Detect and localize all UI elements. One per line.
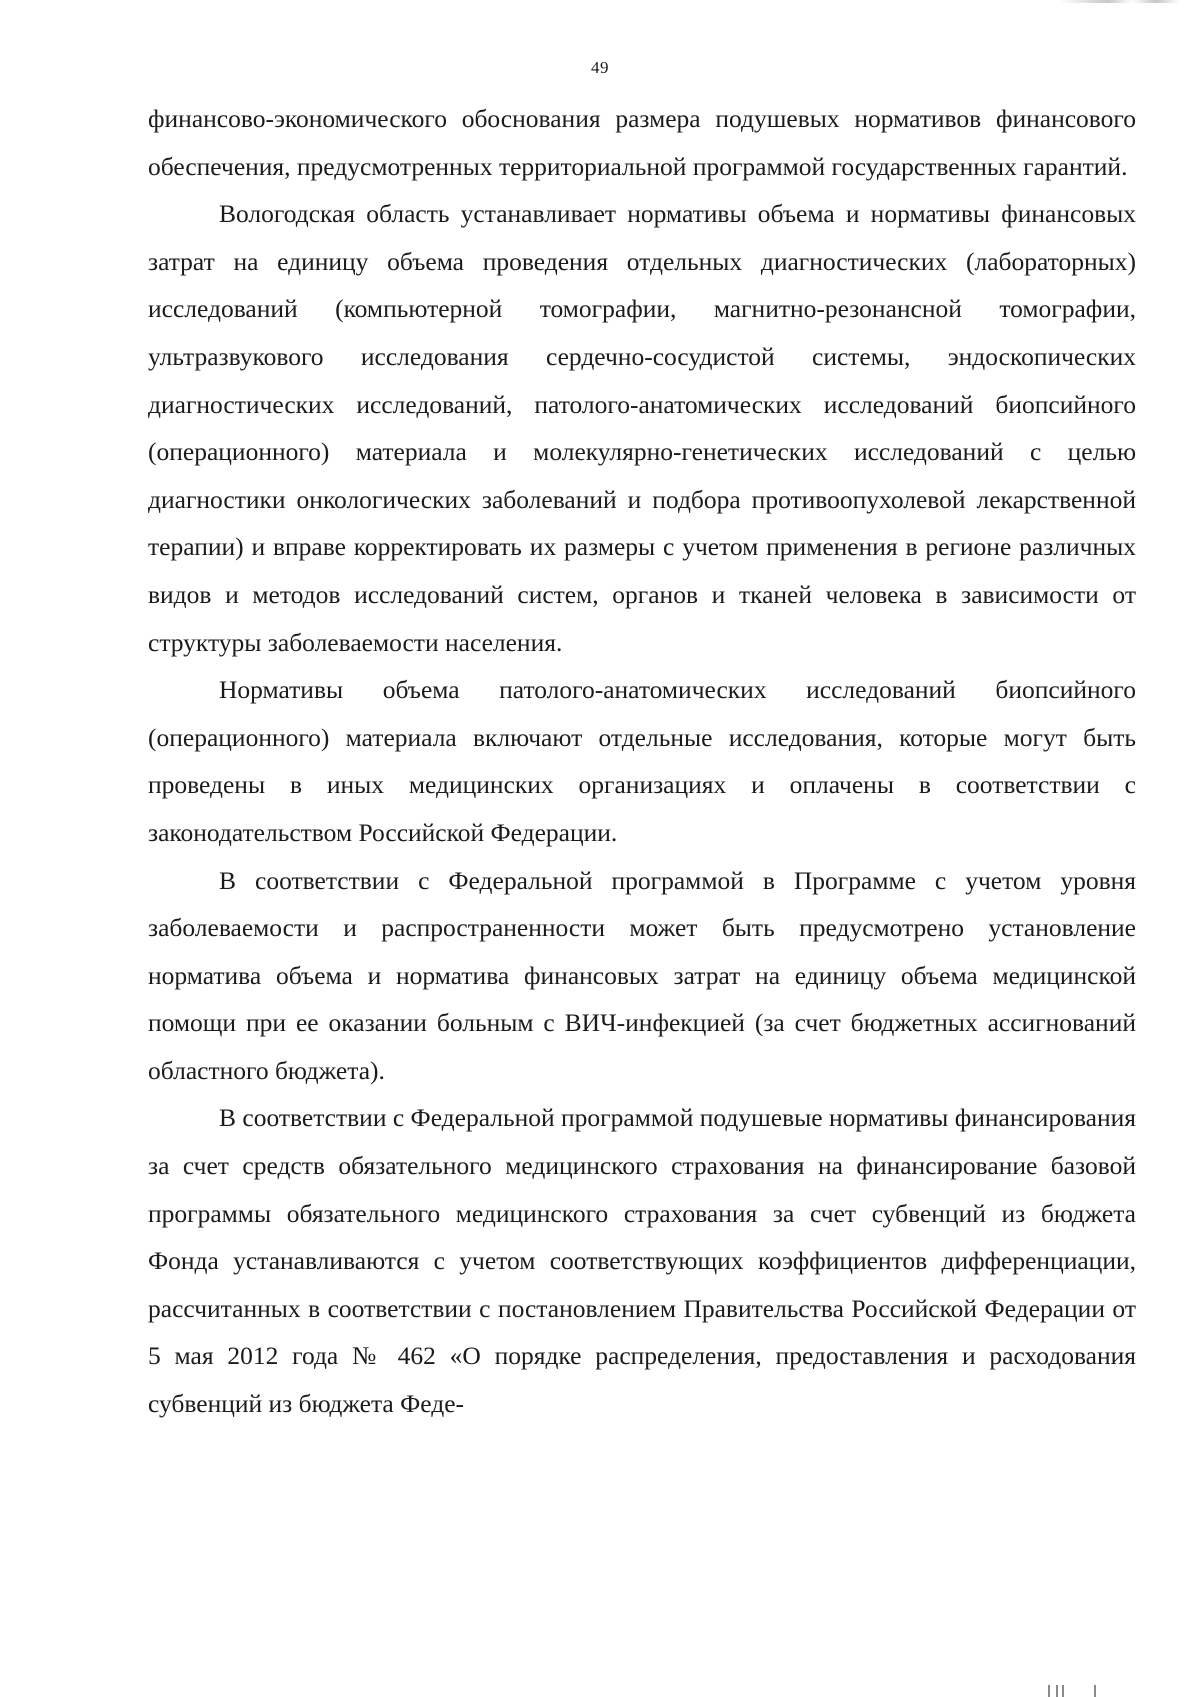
page-number: 49 (591, 58, 609, 77)
document-body (148, 95, 1136, 1428)
scan-edge-mark (1060, 0, 1180, 3)
paragraph-continuation: финансово-экономического обоснования размера подушевых нормативов финансового обеспечения, предусмотренных территориальной программой государственных гарантий. (148, 104, 1136, 181)
paragraph-diagnostic-norms: Вологодская область устанавливает нормативы объема и нормативы финансовых затрат на единицу объема проведения отдельных диагностических (лабораторных) исследований (компьютерной томографии, магнитно-резонансной томографии, ультразвукового исследования сердечно-сосудистой системы, эндоскопических диагностических исследований, патолого-анатомических исследований биопсийного (операционного) материала и молекулярно-генетических исследований с целью диагностики онкологических заболеваний и подбора противоопухолевой лекарственной терапии) и вправе корректировать их размеры с учетом применения в регионе различных видов и методов исследований систем, органов и тканей человека в зависимости от структуры заболеваемости населения. (148, 199, 1136, 657)
paragraph-hiv-norms: В соответствии с Федеральной программой в Программе с учетом уровня заболеваемости и распространенности может быть предусмотрено установление норматива объема и норматива финансовых затрат на единицу объема медицинской помощи при ее оказании больным с ВИЧ-инфекцией (за счет бюджетных ассигнований областного бюджета). (148, 865, 1136, 1085)
paragraph-pathology-norms: Нормативы объема патолого-анатомических исследований биопсийного (операционного) материала включают отдельные исследования, которые могут быть проведены в иных медицинских организациях и оплачены в соответствии с законодательством Российской Федерации. (148, 675, 1136, 847)
scan-bottom-marks (1044, 1683, 1104, 1697)
paragraph-per-capita-norms: В соответствии с Федеральной программой подушевые нормативы финансирования за счет средств обязательного медицинского страхования на финансирование базовой программы обязательного медицинского страхования за счет субвенций из бюджета Фонда устанавливаются с учетом соответствующих коэффициентов дифференциации, рассчитанных в соответствии с постановлением Правительства Российской Федерации от 5 мая 2012 года № 462 «О порядке распределения, предоставления и расходования субвенций из бюджета Феде- (148, 1103, 1136, 1419)
